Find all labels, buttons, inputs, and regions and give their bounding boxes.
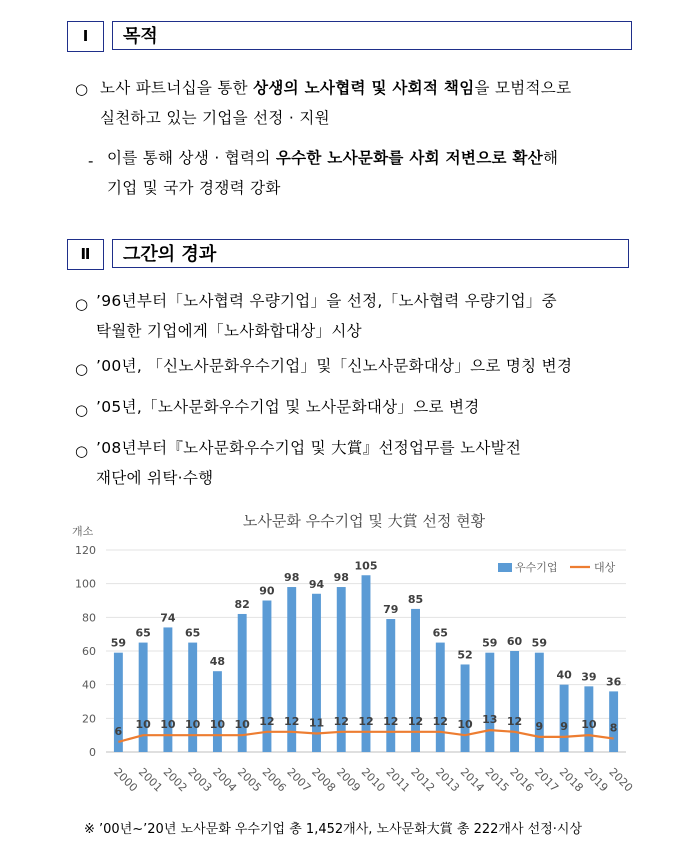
line-value-label: 10 <box>581 718 597 732</box>
purpose-sub-bold-phrase: 우수한 노사문화를 사회 저변으로 확산 <box>275 149 543 167</box>
x-tick-label: 2009 <box>333 765 363 795</box>
sub-bullet-marker: - <box>88 152 94 170</box>
bar <box>411 609 420 752</box>
purpose-paragraph: 노사 파트너십을 통한 상생의 노사협력 및 사회적 책임을 모범적으로 실천하고 있는 기업을 선정 · 지원 <box>100 79 572 127</box>
x-tick-label: 2011 <box>383 765 413 795</box>
legend-bar-label: 우수기업 <box>515 561 558 574</box>
bar-value-label: 65 <box>185 626 201 640</box>
history-marker-1: ○ <box>75 295 89 313</box>
x-tick-label: 2020 <box>606 765 636 795</box>
bar <box>560 685 569 752</box>
bar-value-label: 40 <box>556 668 572 682</box>
y-tick-label: 60 <box>82 645 96 658</box>
y-tick-label: 100 <box>75 577 96 591</box>
bar-value-label: 59 <box>531 636 547 650</box>
line-value-label: 12 <box>432 714 448 728</box>
bullet-marker: ○ <box>75 80 89 98</box>
bar-value-label: 74 <box>160 611 176 625</box>
x-tick-label: 2001 <box>135 765 165 795</box>
bar-value-label: 79 <box>383 603 399 617</box>
purpose-sub-paragraph: 이를 통해 상생 · 협력의 우수한 노사문화를 사회 저변으로 확산해 기업 및 국가 경쟁력 강화 <box>107 149 559 197</box>
bar-value-label: 36 <box>605 675 622 689</box>
bar-value-label: 90 <box>259 584 275 598</box>
line-value-label: 12 <box>358 714 374 728</box>
bar-value-label: 59 <box>110 636 127 650</box>
line-value-label: 10 <box>457 718 473 732</box>
x-tick-label: 2003 <box>185 765 215 795</box>
history-item-4: ’08년부터『노사문화우수기업 및 大賞』선정업무를 노사발전 재단에 위탁·수행 <box>96 439 522 487</box>
x-tick-label: 2006 <box>259 765 289 795</box>
x-tick-label: 2018 <box>556 765 586 795</box>
section-2-title: 그간의 경과 <box>112 239 629 268</box>
legend-bar-swatch <box>498 563 512 572</box>
selection-status-chart <box>64 502 644 812</box>
history-item-2: ’00년, 「신노사문화우수기업」및「신노사문화대상」으로 명칭 변경 <box>96 357 573 375</box>
history-marker-3: ○ <box>75 401 89 419</box>
bar <box>485 653 494 752</box>
y-tick-label: 20 <box>82 712 96 726</box>
y-tick-label: 0 <box>89 746 96 759</box>
section-2-number: Ⅱ <box>67 239 104 270</box>
line-value-label: 11 <box>308 716 325 730</box>
line-value-label: 9 <box>535 719 544 733</box>
x-tick-label: 2015 <box>482 765 512 795</box>
bar <box>461 664 470 752</box>
bar-value-label: 94 <box>308 577 325 591</box>
x-tick-label: 2016 <box>507 765 537 795</box>
history-marker-2: ○ <box>75 360 89 378</box>
x-tick-label: 2007 <box>284 765 314 795</box>
x-tick-label: 2010 <box>358 765 388 795</box>
bar-value-label: 85 <box>407 592 424 606</box>
x-tick-label: 2019 <box>581 765 611 795</box>
line-value-label: 10 <box>135 718 151 732</box>
y-tick-label: 40 <box>82 678 96 692</box>
x-tick-label: 2005 <box>234 765 264 795</box>
line-value-label: 6 <box>114 724 123 738</box>
line-value-label: 12 <box>407 714 424 728</box>
bar <box>436 643 445 752</box>
bar <box>213 671 222 752</box>
footnote: ※ ’00년~’20년 노사문화 우수기업 총 1,452개사, 노사문화大賞 총 222개사 선정·시상 <box>84 822 583 837</box>
x-tick-label: 2014 <box>457 765 487 795</box>
section-1-number: Ⅰ <box>67 21 104 52</box>
x-tick-label: 2013 <box>432 765 462 795</box>
bar-value-label: 48 <box>209 655 226 669</box>
x-tick-label: 2004 <box>210 765 240 795</box>
bar <box>510 651 519 752</box>
x-tick-label: 2008 <box>309 765 339 795</box>
chart-svg <box>64 502 644 812</box>
y-tick-label: 80 <box>82 611 96 625</box>
bar-value-label: 98 <box>333 571 349 585</box>
line-value-label: 8 <box>609 721 618 735</box>
bar <box>163 627 172 752</box>
line-value-label: 10 <box>234 718 250 732</box>
history-marker-4: ○ <box>75 442 89 460</box>
line-value-label: 9 <box>560 719 568 733</box>
history-item-1: ’96년부터「노사협력 우량기업」을 선정,「노사협력 우량기업」중 탁월한 기업에게「노사화합대상」시상 <box>96 292 557 340</box>
line-value-label: 12 <box>259 714 275 728</box>
line-value-label: 13 <box>482 713 498 727</box>
bar <box>238 614 247 752</box>
bar-value-label: 82 <box>234 597 250 611</box>
y-tick-label: 120 <box>75 544 96 557</box>
x-tick-label: 2017 <box>532 765 562 795</box>
line-value-label: 12 <box>506 714 523 728</box>
bar-value-label: 105 <box>354 559 378 573</box>
x-tick-label: 2002 <box>160 765 190 795</box>
bar-value-label: 60 <box>506 635 523 648</box>
line-value-label: 12 <box>333 714 349 728</box>
bar-value-label: 59 <box>482 636 498 650</box>
chart-title: 노사문화 우수기업 및 大賞 선정 현황 <box>242 512 486 530</box>
x-tick-label: 2012 <box>408 765 438 795</box>
bar-value-label: 65 <box>135 626 151 640</box>
bar <box>262 601 271 753</box>
bar-value-label: 65 <box>432 626 448 640</box>
line-value-label: 10 <box>185 718 201 732</box>
line-value-label: 12 <box>284 714 300 728</box>
line-value-label: 10 <box>160 718 176 732</box>
bar-value-label: 98 <box>284 571 300 585</box>
line-value-label: 12 <box>383 714 399 728</box>
bar-value-label: 52 <box>457 648 473 662</box>
line-value-label: 10 <box>209 718 226 732</box>
y-axis-label: 개소 <box>72 525 94 538</box>
purpose-bold-phrase: 상생의 노사협력 및 사회적 책임 <box>253 79 475 97</box>
section-1-title: 목적 <box>112 21 632 50</box>
x-tick-label: 2000 <box>111 765 141 795</box>
history-item-3: ’05년,「노사문화우수기업 및 노사문화대상」으로 변경 <box>96 398 480 416</box>
bar-value-label: 39 <box>581 670 597 684</box>
legend-line-label: 대상 <box>594 561 616 574</box>
